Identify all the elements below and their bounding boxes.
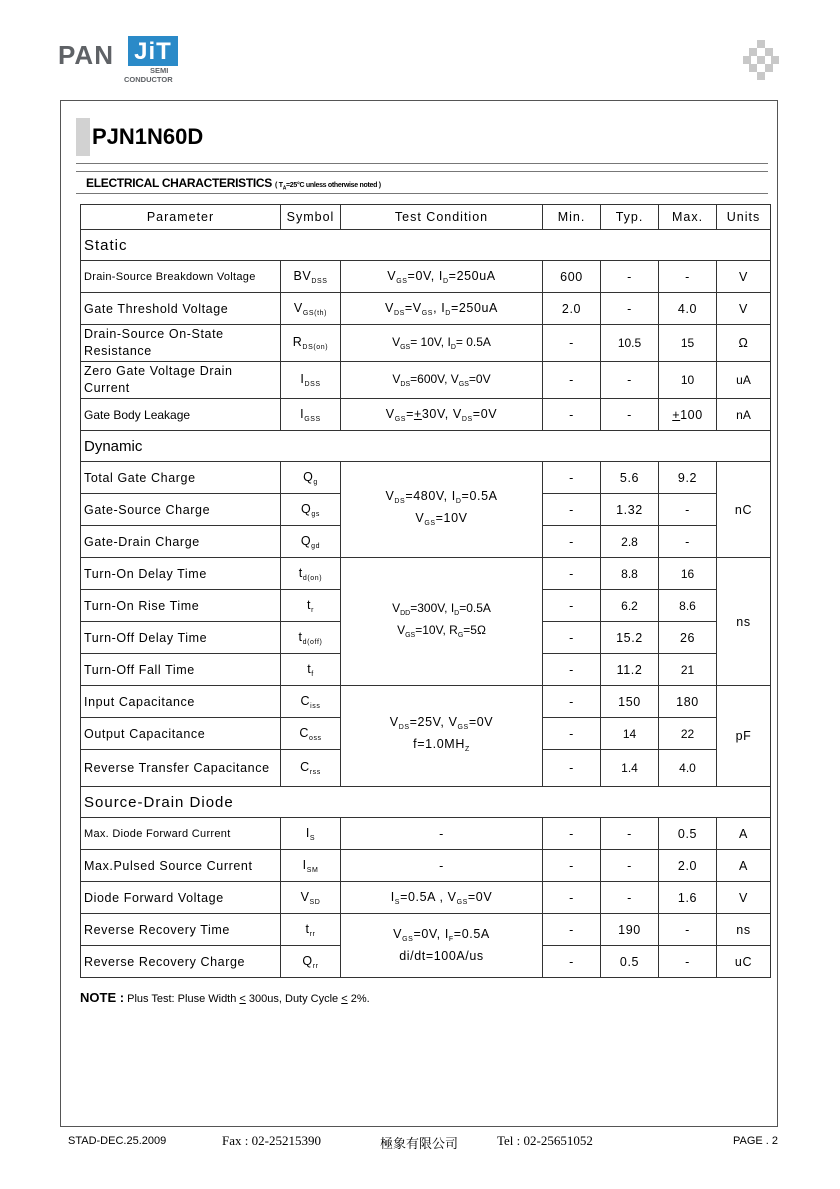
typ-cell: 190 (601, 914, 659, 946)
symbol-cell: $t_{d(off)}$ (281, 622, 341, 654)
title-accent (76, 118, 90, 156)
typ-cell: 150 (601, 686, 659, 718)
condition-cell: $V_{GS}=0V$, $I_F=0.5A$ di/dt=100A/us (341, 914, 543, 978)
section-row-source-drain (81, 787, 771, 818)
col-parameter: Parameter (81, 205, 281, 230)
section-title (86, 176, 381, 191)
condition-cell: $V_{DS}=25V$, $V_{GS}=0V$ $f=1.0MH_Z$ (341, 686, 543, 787)
max-cell: 26 (659, 622, 717, 654)
condition-cell: $V_{GS}= 10V$, $I_D= 0.5A$ (341, 325, 543, 362)
symbol-cell: $t_r$ (281, 590, 341, 622)
max-cell: 1.6 (659, 882, 717, 914)
symbol-cell: $t_{rr}$ (281, 914, 341, 946)
typ-cell: 6.2 (601, 590, 659, 622)
param-cell: Gate-Drain Charge (81, 526, 281, 558)
min-cell: - (543, 882, 601, 914)
typ-cell: 10.5 (601, 325, 659, 362)
max-cell: - (659, 946, 717, 978)
section-row-static (81, 230, 771, 261)
param-cell: Turn-On Delay Time (81, 558, 281, 590)
logo-jit: JiT (128, 36, 178, 66)
symbol-cell: $Q_{gd}$ (281, 526, 341, 558)
unit-cell: pF (717, 686, 771, 787)
symbol-cell: $Q_{gs}$ (281, 494, 341, 526)
section-label: Static (81, 230, 771, 261)
param-cell: Gate-Source Charge (81, 494, 281, 526)
param-cell: Reverse Transfer Capacitance (81, 750, 281, 787)
typ-cell: - (601, 850, 659, 882)
param-cell: Total Gate Charge (81, 462, 281, 494)
unit-cell: A (717, 850, 771, 882)
unit-cell: uA (717, 362, 771, 399)
table-row (81, 818, 771, 850)
param-cell: Diode Forward Voltage (81, 882, 281, 914)
typ-cell: - (601, 818, 659, 850)
max-cell: 22 (659, 718, 717, 750)
table-row (81, 914, 771, 946)
min-cell: - (543, 718, 601, 750)
min-cell: - (543, 654, 601, 686)
max-cell: 21 (659, 654, 717, 686)
typ-cell: 11.2 (601, 654, 659, 686)
min-cell: - (543, 622, 601, 654)
company-name: 極象有限公司 (380, 1136, 459, 1151)
table-row (81, 362, 771, 399)
table-header-row (81, 205, 771, 230)
max-cell: +100 (659, 399, 717, 431)
param-cell: Reverse Recovery Charge (81, 946, 281, 978)
max-cell: - (659, 494, 717, 526)
section-row-dynamic (81, 431, 771, 462)
param-cell: Drain-Source Breakdown Voltage (81, 261, 281, 293)
page-number: PAGE . 2 (733, 1135, 779, 1147)
min-cell: 600 (543, 261, 601, 293)
table-row (81, 293, 771, 325)
unit-cell: ns (717, 914, 771, 946)
symbol-cell: $Q_g$ (281, 462, 341, 494)
section-label: Dynamic (81, 431, 771, 462)
param-cell: Max. Diode Forward Current (81, 818, 281, 850)
typ-cell: - (601, 882, 659, 914)
typ-cell: 0.5 (601, 946, 659, 978)
param-cell: Gate Threshold Voltage (81, 293, 281, 325)
param-cell: Output Capacitance (81, 718, 281, 750)
param-cell: Drain-Source On-State Resistance (81, 325, 281, 362)
typ-cell: 1.4 (601, 750, 659, 787)
symbol-cell: $I_S$ (281, 818, 341, 850)
symbol-cell: $BV_{DSS}$ (281, 261, 341, 293)
max-cell: 16 (659, 558, 717, 590)
col-min: Min. (543, 205, 601, 230)
max-cell: 0.5 (659, 818, 717, 850)
min-cell: - (543, 399, 601, 431)
symbol-cell: $R_{DS(on)}$ (281, 325, 341, 362)
max-cell: 8.6 (659, 590, 717, 622)
param-cell: Reverse Recovery Time (81, 914, 281, 946)
section-label: Source-Drain Diode (81, 787, 771, 818)
note-label: NOTE : (80, 990, 125, 1005)
symbol-cell: $I_{GSS}$ (281, 399, 341, 431)
unit-cell: nC (717, 462, 771, 558)
max-cell: - (659, 914, 717, 946)
typ-cell: 2.8 (601, 526, 659, 558)
symbol-cell: $I_{DSS}$ (281, 362, 341, 399)
typ-cell: - (601, 261, 659, 293)
col-test-condition: Test Condition (341, 205, 543, 230)
condition-cell: $I_S=0.5A$ , $V_{GS}=0V$ (341, 882, 543, 914)
max-cell: 9.2 (659, 462, 717, 494)
company-logo (58, 36, 188, 88)
logo-conductor: CONDUCTOR (124, 75, 173, 84)
min-cell: - (543, 914, 601, 946)
symbol-cell: $t_f$ (281, 654, 341, 686)
typ-cell: 1.32 (601, 494, 659, 526)
section-condition: ( $T_A=25^\circ C$ unless otherwise noted ) (275, 182, 381, 192)
min-cell: - (543, 362, 601, 399)
max-cell: 2.0 (659, 850, 717, 882)
unit-cell: A (717, 818, 771, 850)
min-cell: - (543, 818, 601, 850)
param-cell: Gate Body Leakage (81, 399, 281, 431)
param-cell: Zero Gate Voltage Drain Current (81, 362, 281, 399)
typ-cell: 5.6 (601, 462, 659, 494)
typ-cell: 8.8 (601, 558, 659, 590)
typ-cell: 14 (601, 718, 659, 750)
max-cell: 180 (659, 686, 717, 718)
max-cell: - (659, 526, 717, 558)
typ-cell: - (601, 362, 659, 399)
tel-number: Tel : 02-25651052 (497, 1133, 593, 1148)
symbol-cell: $C_{iss}$ (281, 686, 341, 718)
fax-number: Fax : 02-25215390 (222, 1133, 321, 1148)
typ-cell: - (601, 399, 659, 431)
condition-cell: - (341, 818, 543, 850)
min-cell: - (543, 325, 601, 362)
typ-cell: - (601, 293, 659, 325)
section-title-text: ELECTRICAL CHARACTERISTICS (86, 176, 272, 190)
col-symbol: Symbol (281, 205, 341, 230)
unit-cell: uC (717, 946, 771, 978)
unit-cell: Ω (717, 325, 771, 362)
param-cell: Turn-Off Fall Time (81, 654, 281, 686)
min-cell: - (543, 590, 601, 622)
min-cell: - (543, 850, 601, 882)
part-title (76, 118, 234, 156)
symbol-cell: $t_{d(on)}$ (281, 558, 341, 590)
table-note: NOTE : Plus Test: Pluse Width < 300us, Duty Cycle < 2%. (80, 990, 370, 1005)
symbol-cell: $I_{SM}$ (281, 850, 341, 882)
condition-cell: $V_{DS}=480V$, $I_D=0.5A$ $V_{GS}=10V$ (341, 462, 543, 558)
table-row (81, 261, 771, 293)
param-cell: Input Capacitance (81, 686, 281, 718)
doc-id: STAD-DEC.25.2009 (68, 1135, 167, 1147)
table-row (81, 850, 771, 882)
table-row (81, 325, 771, 362)
table-row (81, 882, 771, 914)
max-cell: 4.0 (659, 750, 717, 787)
condition-cell: $V_{GS}=+30V$, $V_{DS}=0V$ (341, 399, 543, 431)
table-row (81, 686, 771, 718)
max-cell: - (659, 261, 717, 293)
min-cell: - (543, 686, 601, 718)
unit-cell: V (717, 261, 771, 293)
condition-cell: $V_{GS}=0V$, $I_D=250uA$ (341, 261, 543, 293)
max-cell: 15 (659, 325, 717, 362)
condition-cell: $V_{DD}=300V$, $I_D=0.5A$ $V_{GS}=10V$, $R_G=5\Omega$ (341, 558, 543, 686)
symbol-cell: $V_{SD}$ (281, 882, 341, 914)
part-number: PJN1N60D (92, 124, 204, 149)
unit-cell: V (717, 293, 771, 325)
col-max: Max. (659, 205, 717, 230)
symbol-cell: $Q_{rr}$ (281, 946, 341, 978)
typ-cell: 15.2 (601, 622, 659, 654)
unit-cell: ns (717, 558, 771, 686)
max-cell: 10 (659, 362, 717, 399)
min-cell: - (543, 750, 601, 787)
param-cell: Turn-Off Delay Time (81, 622, 281, 654)
condition-cell: $V_{DS}=V_{GS}$, $I_D=250uA$ (341, 293, 543, 325)
col-units: Units (717, 205, 771, 230)
param-cell: Max.Pulsed Source Current (81, 850, 281, 882)
min-cell: 2.0 (543, 293, 601, 325)
symbol-cell: $C_{rss}$ (281, 750, 341, 787)
symbol-cell: $C_{oss}$ (281, 718, 341, 750)
max-cell: 4.0 (659, 293, 717, 325)
min-cell: - (543, 526, 601, 558)
logo-pan: PAN (58, 40, 114, 70)
symbol-cell: $V_{GS(th)}$ (281, 293, 341, 325)
unit-cell: nA (717, 399, 771, 431)
table-row (81, 462, 771, 494)
condition-cell: - (341, 850, 543, 882)
divider (76, 193, 768, 194)
logo-semi: SEMI (150, 66, 169, 75)
electrical-characteristics-table (80, 204, 771, 978)
min-cell: - (543, 946, 601, 978)
table-row (81, 399, 771, 431)
checker-pattern-icon (743, 40, 779, 80)
col-typ: Typ. (601, 205, 659, 230)
condition-cell: $V_{DS}=600V$, $V_{GS}=0V$ (341, 362, 543, 399)
divider (76, 171, 768, 172)
min-cell: - (543, 462, 601, 494)
divider (76, 163, 768, 164)
min-cell: - (543, 558, 601, 590)
param-cell: Turn-On Rise Time (81, 590, 281, 622)
min-cell: - (543, 494, 601, 526)
unit-cell: V (717, 882, 771, 914)
table-row (81, 558, 771, 590)
